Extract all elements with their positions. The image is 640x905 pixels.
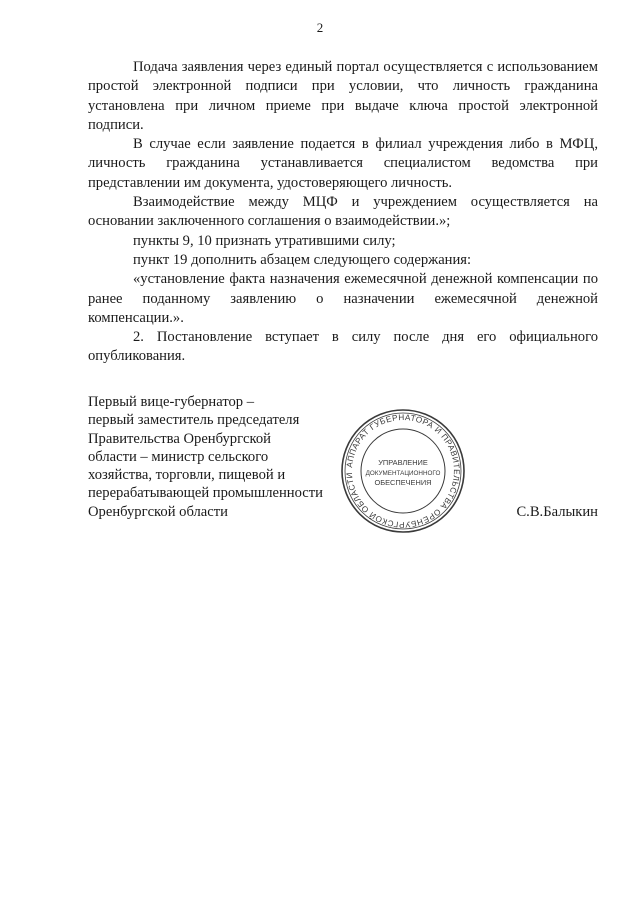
signer-title-line: перерабатывающей промышленности xyxy=(88,485,323,502)
paragraph-interaction: Взаимодействие между МЦФ и учреждением осуществляется на основании заключенного соглашения о взаимодействии.»; xyxy=(88,194,598,230)
signer-title-line: области – министр сельского xyxy=(88,448,269,465)
paragraph-point-19: пункт 19 дополнить абзацем следующего содержания: xyxy=(133,251,472,268)
paragraph-entry-into-force: 2. Постановление вступает в силу после дня его официального опубликования. xyxy=(88,329,598,365)
stamp-center-line: УПРАВЛЕНИЕ xyxy=(378,458,428,467)
signer-title-line: Первый вице-губернатор – xyxy=(88,394,255,410)
paragraph-compensation-quote: «установление факта назначения ежемесячной денежной компенсации по ранее поданному заявлению о назначении ежемесячной денежной компенсации.». xyxy=(88,271,598,326)
signer-title-line: первый заместитель председателя xyxy=(88,412,300,429)
paragraph-portal-submission: Подача заявления через единый портал осуществляется с использованием простой электронной подписи при условии, что личность гражданина установлена при личном приеме при выдаче ключа простой электронной подписи. xyxy=(88,59,598,133)
stamp-ring-text: АППАРАТ ГУБЕРНАТОРА И ПРАВИТЕЛЬСТВА ОРЕНБУРГСКОЙ ОБЛАСТИ xyxy=(344,412,462,530)
signer-title-line: хозяйства, торговли, пищевой и xyxy=(88,467,286,484)
page-number: 2 xyxy=(316,20,324,35)
signer-title-line: Правительства Оренбургской xyxy=(88,430,271,447)
signer-name: С.В.Балыкин xyxy=(516,504,598,520)
body-text xyxy=(88,58,598,367)
signer-title-line: Оренбургской области xyxy=(88,503,228,520)
paragraph-mfc-submission: В случае если заявление подается в филиал учреждения либо в МФЦ, личность гражданина устанавливается специалистом ведомства при представлении им документа, удостоверяющего личность. xyxy=(88,136,598,191)
paragraph-points-repealed: пункты 9, 10 признать утратившими силу; xyxy=(133,232,396,249)
stamp-center-line: ОБЕСПЕЧЕНИЯ xyxy=(374,478,432,487)
stamp-center-line: ДОКУМЕНТАЦИОННОГО xyxy=(365,470,441,477)
signature-block xyxy=(88,393,323,521)
official-stamp xyxy=(340,408,466,534)
